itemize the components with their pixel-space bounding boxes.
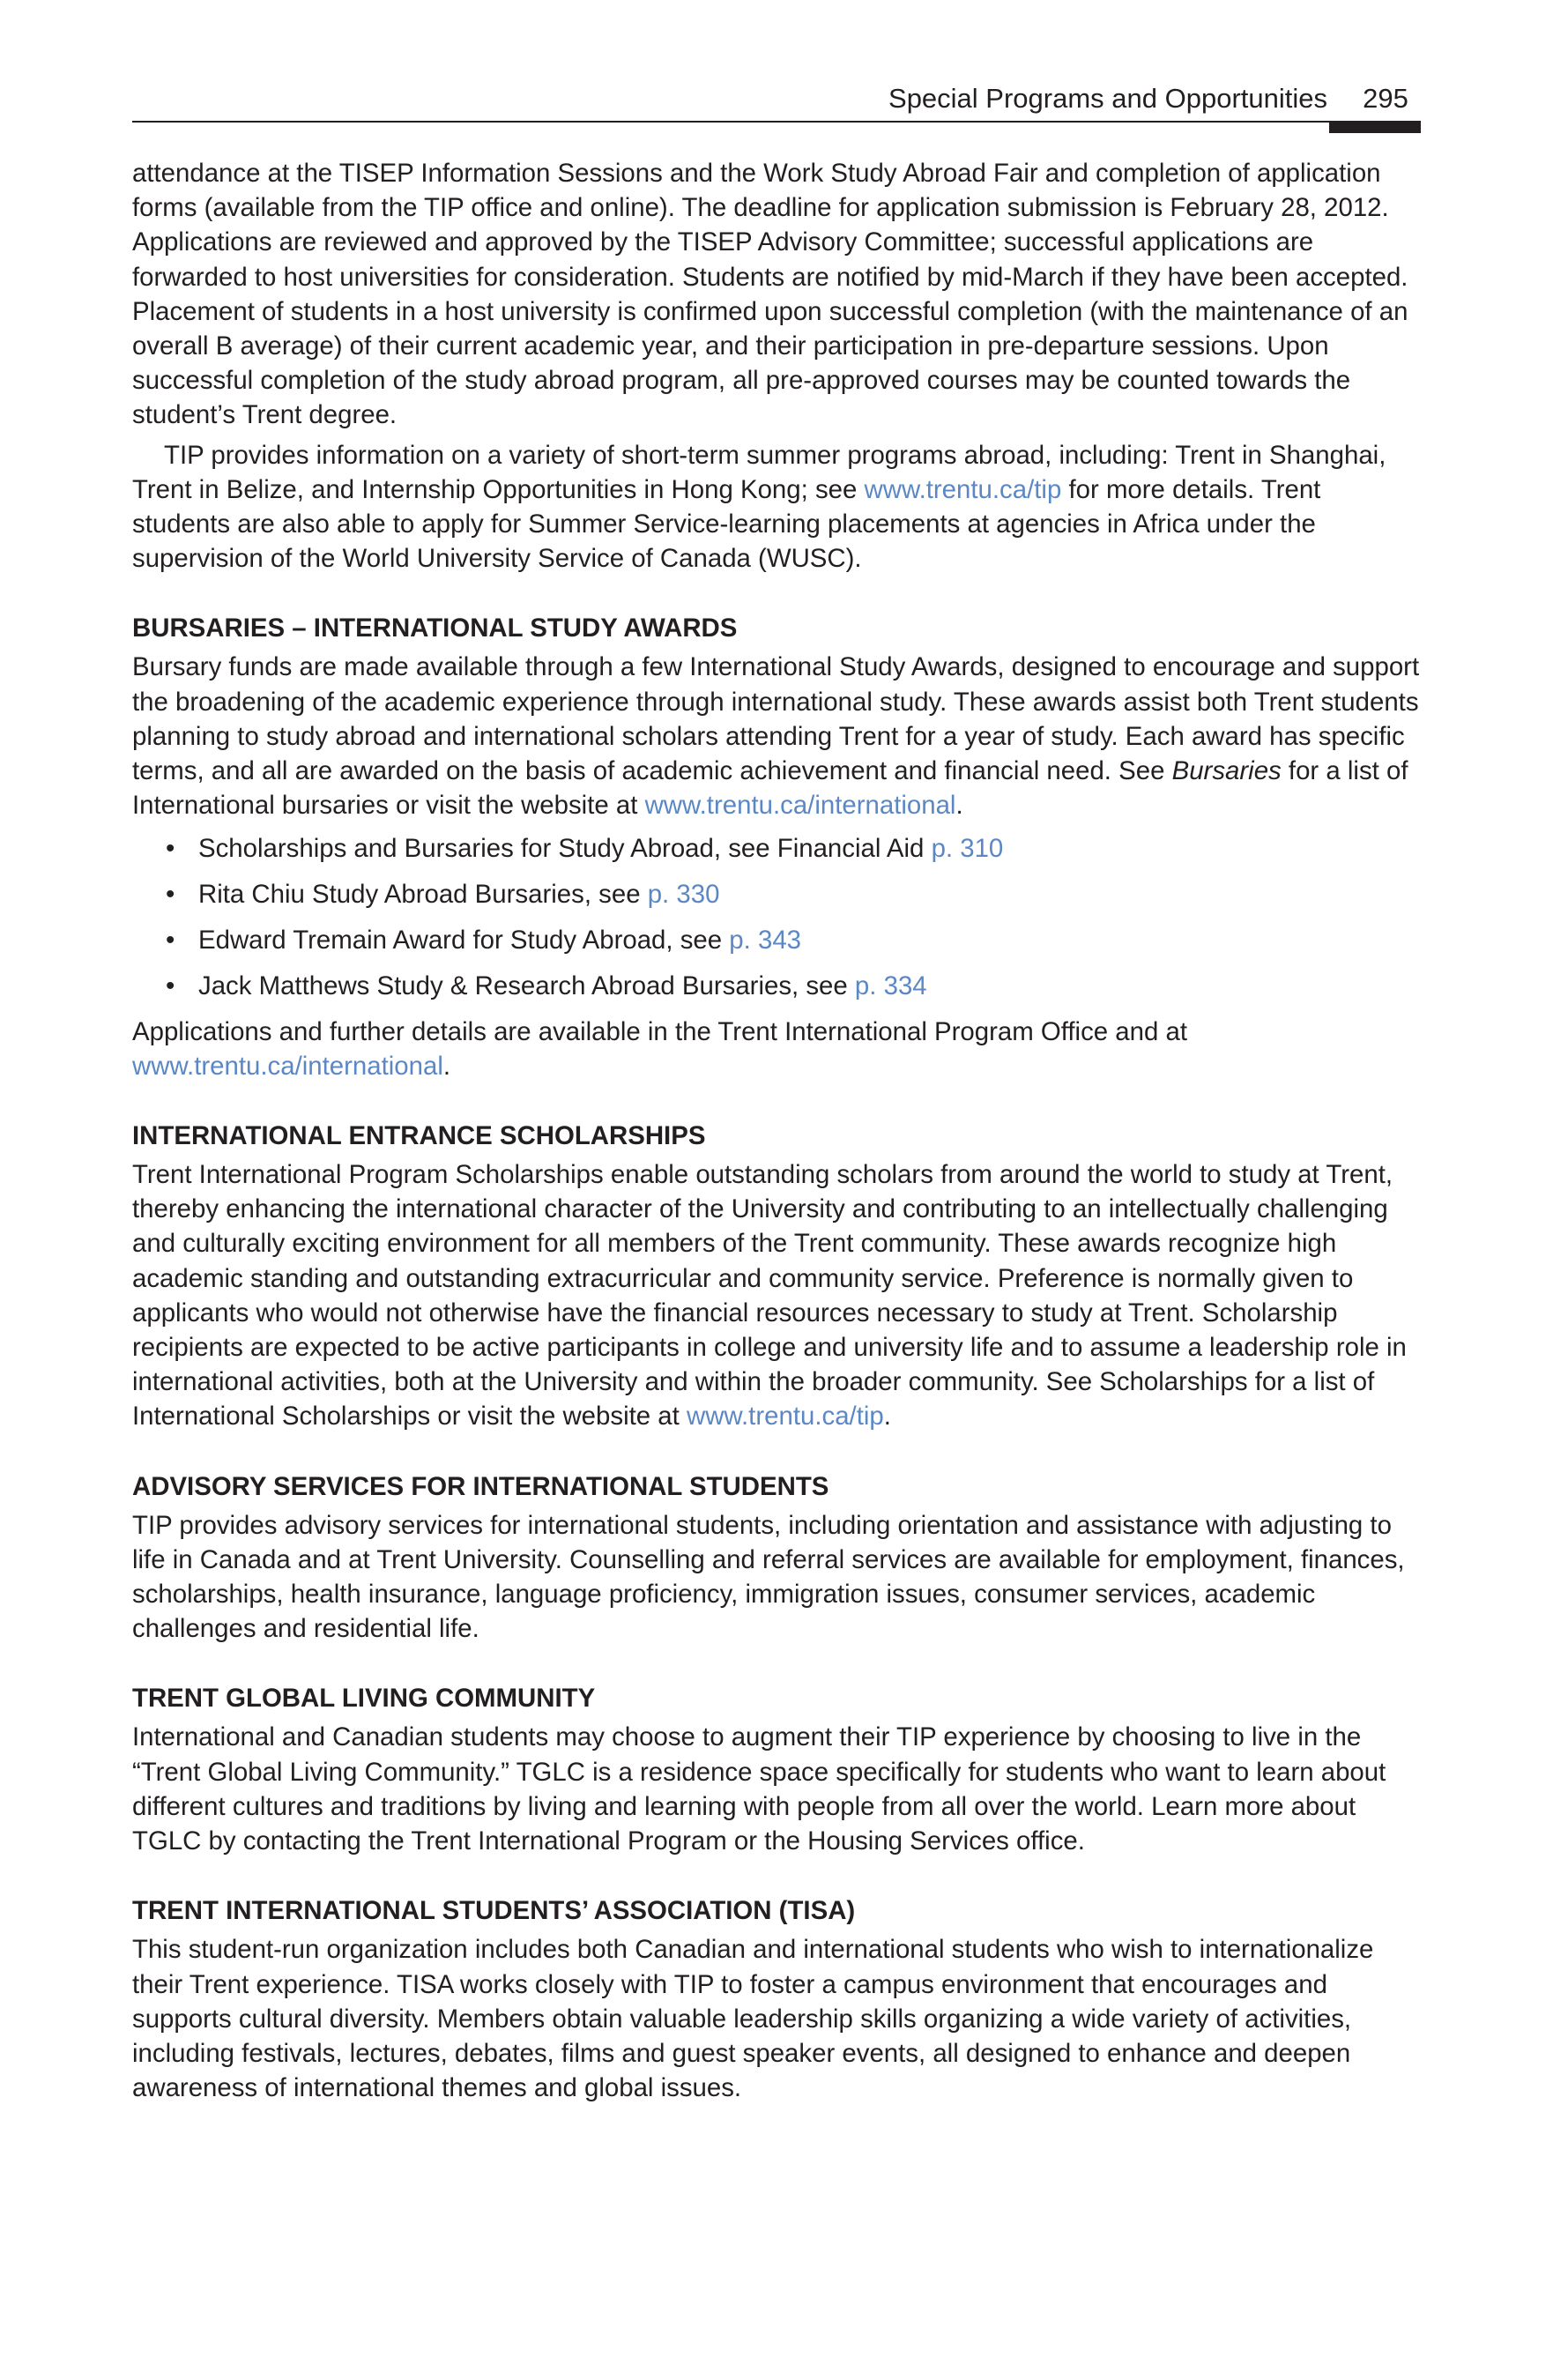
intro-p2-text: TIP provides information on a variety of short-term summer programs abroad, including: Trent in Shanghai, Trent in Belize, and Internship Opportunities in Hong Kong; see (132, 440, 1386, 504)
bursaries-text-mid: for a list of International bursaries or visit the website at (132, 756, 1408, 821)
list-item (132, 831, 1421, 866)
section-advisory (132, 1469, 1421, 1647)
advisory-paragraph: TIP provides advisory services for international students, including orientation and assistance with adjusting to life in Canada and at Trent University. Counselling and referral services are available for employment, finances, scholarships, health insurance, language proficiency, immigration issues, consumer services, academic challenges and residential life. (132, 1510, 1405, 1644)
page-ref-link[interactable]: p. 334 (854, 971, 927, 1000)
page-ref-link[interactable]: p. 343 (729, 926, 802, 956)
scholarships-text-end: . (883, 1402, 891, 1432)
list-item (132, 923, 1421, 957)
section-tisa (132, 1893, 1421, 2105)
bursaries-text: Bursary funds are made available through a few International Study Awards, designed to encourage and support the broadening of the academic experience through international study. These awards assist both Trent students planning to study abroad and international scholars attending Trent for a year of study. Each award has specific terms, and all are awarded on the basis of academic achievement and financial need. See (132, 652, 1420, 786)
tglc-paragraph: International and Canadian students may choose to augment their TIP experience by choosing to live in the “Trent Global Living Community.” TGLC is a residence space specifically for students who want to learn about different cultures and traditions by living and learning with people from all over the world. Learn more about TGLC by contacting the Trent International Program or the Housing Services office. (132, 1722, 1386, 1856)
section-scholarships (132, 1119, 1421, 1434)
section-heading-tglc: TRENT GLOBAL LIVING COMMUNITY (132, 1684, 596, 1714)
tisa-paragraph: This student-run organization includes both Canadian and international students who wish to internationalize their Trent experience. TISA works closely with TIP to foster a campus environment that encourages and supports cultural diversity. Members obtain valuable leadership skills organizing a wide variety of activities, including festivals, lectures, debates, films and guest speaker events, all designed to enhance and deepen awareness of international themes and global issues. (132, 1935, 1374, 2103)
bullet-icon: • (166, 926, 175, 956)
bursaries-after-text: Applications and further details are available in the Trent International Program Office and at (132, 1016, 1188, 1046)
section-tglc (132, 1681, 1421, 1858)
list-item (132, 969, 1421, 1003)
list-item-text: Edward Tremain Award for Study Abroad, see (198, 926, 730, 956)
section-heading-tisa: TRENT INTERNATIONAL STUDENTS’ ASSOCIATION (TISA) (132, 1896, 856, 1926)
bursary-list (132, 831, 1421, 1003)
section-heading-advisory: ADVISORY SERVICES FOR INTERNATIONAL STUDENTS (132, 1471, 829, 1501)
page-number: 295 (1363, 83, 1408, 114)
bursaries-after-end: . (442, 1051, 451, 1081)
scholarships-paragraph (132, 1157, 1421, 1434)
bursaries-after-paragraph (132, 1015, 1421, 1083)
section-heading-scholarships: INTERNATIONAL ENTRANCE SCHOLARSHIPS (132, 1121, 706, 1151)
international-link[interactable]: www.trentu.ca/international (644, 791, 956, 821)
page-ref-link[interactable]: p. 310 (931, 834, 1004, 864)
header-rule-block (1329, 121, 1421, 133)
scholarships-text: Trent International Program Scholarships enable outstanding scholars from around the world to study at Trent, thereby enhancing the international character of the University and contributing to an intellectually challenging and culturally exciting environment for all members of the Trent community. These awards recognize high academic standing and outstanding extracurricular and community service. Preference is normally given to applicants who would not otherwise have the financial resources necessary to study at Trent. Scholarship recipients are expected to be active participants in college and university life and to assume a leadership role in international activities, both at the University and within the broader community. See Scholarships for a list of International Scholarships or visit the website at (132, 1160, 1407, 1432)
bursaries-italic: Bursaries (1171, 756, 1282, 786)
bullet-icon: • (166, 971, 175, 1000)
list-item-text: Scholarships and Bursaries for Study Abroad, see Financial Aid (198, 834, 932, 864)
bursaries-paragraph (132, 650, 1421, 822)
section-heading-bursaries: BURSARIES – INTERNATIONAL STUDY AWARDS (132, 614, 738, 643)
header-title: Special Programs and Opportunities (888, 83, 1327, 114)
intro-paragraph-1: attendance at the TISEP Information Sessions and the Work Study Abroad Fair and completion of application forms (available from the TIP office and online). The deadline for application submission is February 28, 2012. Applications are reviewed and approved by the TISEP Advisory Committee; successful applications are forwarded to host universities for consideration. Students are notified by mid-March if they have been accepted. Placement of students in a host university is confirmed upon successful completion (with the maintenance of an overall B average) of their current academic year, and their participation in pre-departure sessions. Upon successful completion of the study abroad program, all pre-approved courses may be counted towards the student’s Trent degree. (132, 159, 1408, 430)
list-item (132, 877, 1421, 911)
intro-p2-text-end: for more details. Trent students are also able to apply for Summer Service-learning placements at agencies in Africa under the supervision of the World University Service of Canada (WUSC). (132, 474, 1321, 574)
tip-link[interactable]: www.trentu.ca/tip (864, 474, 1062, 504)
bullet-icon: • (166, 880, 175, 910)
tip-link[interactable]: www.trentu.ca/tip (686, 1402, 884, 1432)
section-bursaries (132, 611, 1421, 1083)
page-body (132, 156, 1421, 2105)
intro-paragraph-2 (132, 438, 1421, 576)
bursaries-text-end: . (955, 791, 963, 821)
list-item-text: Rita Chiu Study Abroad Bursaries, see (198, 880, 648, 910)
international-link[interactable]: www.trentu.ca/international (132, 1051, 443, 1081)
list-item-text: Jack Matthews Study & Research Abroad Bursaries, see (198, 971, 855, 1000)
bullet-icon: • (166, 834, 175, 864)
header-rule (132, 121, 1421, 123)
page-ref-link[interactable]: p. 330 (647, 880, 720, 910)
